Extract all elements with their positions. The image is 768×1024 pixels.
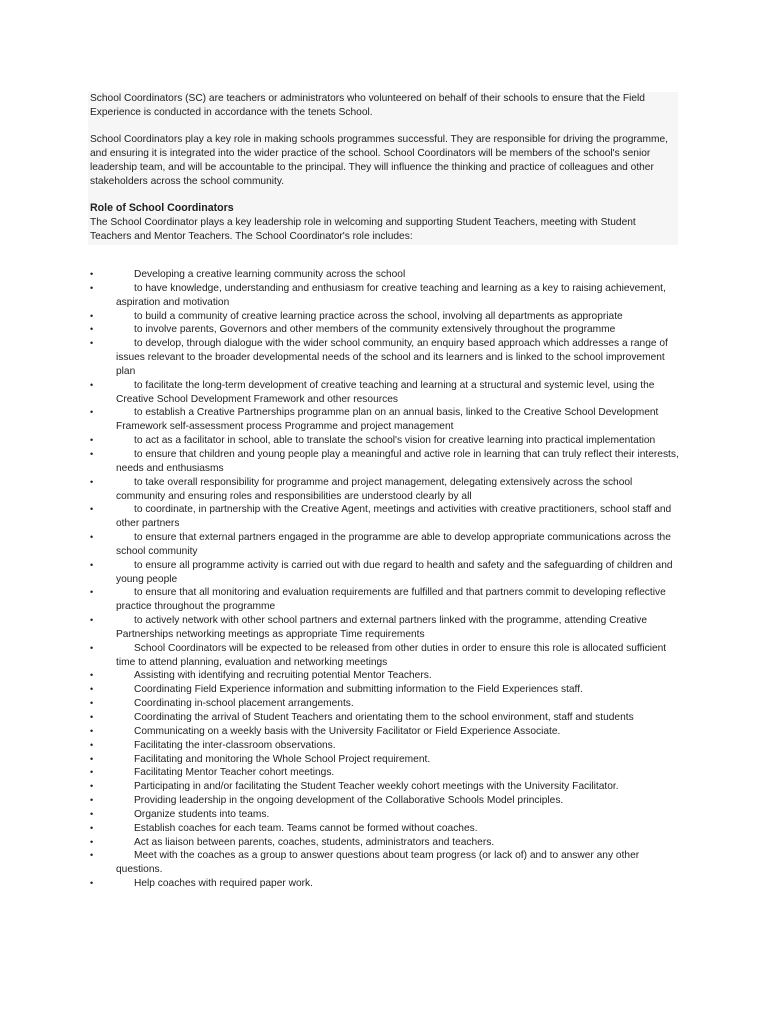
list-item-text: to ensure all programme activity is carried out with due regard to health and safety and the safeguarding of children and young people [116, 559, 673, 585]
list-item-text: to ensure that children and young people play a meaningful and active role in learning that can truly reflect their interests, needs and enthusiasms [116, 448, 679, 474]
bullet-icon: • [90, 310, 94, 321]
section-heading: Role of School Coordinators [90, 202, 234, 215]
list-item [90, 531, 682, 559]
bullet-icon: • [90, 739, 94, 750]
list-item [90, 697, 682, 711]
list-item [90, 406, 682, 434]
bullet-icon: • [90, 781, 94, 792]
intro-paragraph-1: School Coordinators (SC) are teachers or administrators who volunteered on behalf of their schools to ensure that the Field Experience is conducted in accordance with the tenets School. [90, 93, 645, 118]
bullet-icon: • [90, 504, 94, 515]
list-item [90, 282, 682, 310]
list-item [90, 725, 682, 739]
list-item [90, 337, 682, 379]
bullet-icon: • [90, 435, 94, 446]
bullet-icon: • [90, 878, 94, 889]
list-item [90, 794, 682, 808]
list-item-text: to take overall responsibility for programme and project management, delegating extensively across the school community and ensuring roles and responsibilities are understood clearly by all [116, 476, 633, 502]
bullet-icon: • [90, 712, 94, 722]
bullet-icon: • [90, 850, 94, 861]
list-item [90, 753, 682, 767]
list-item [90, 310, 682, 324]
bullet-icon: • [90, 795, 94, 806]
bullet-icon: • [90, 642, 94, 653]
bullet-icon: • [90, 448, 94, 459]
list-item [90, 614, 682, 642]
intro-paragraph-3: The School Coordinator plays a key leadership role in welcoming and supporting Student Teachers, meeting with Student Teachers and Mentor Teachers. The School Coordinator's role includes: [90, 216, 636, 242]
list-item [90, 448, 682, 476]
list-item [90, 711, 682, 725]
list-item-text: to have knowledge, understanding and enthusiasm for creative teaching and learning as a key to raising achievement, aspiration and motivation [116, 282, 666, 308]
list-item-text: Act as liaison between parents, coaches, students, administrators and teachers. [134, 836, 495, 848]
list-item-text: Assisting with identifying and recruiting potential Mentor Teachers. [134, 670, 432, 682]
bullet-icon: • [90, 407, 94, 418]
list-item [90, 739, 682, 753]
intro-section [88, 92, 678, 245]
list-item [90, 323, 682, 337]
list-item [90, 559, 682, 587]
bullet-icon: • [90, 684, 94, 695]
bullet-icon: • [90, 808, 94, 819]
list-item-text: to ensure that all monitoring and evaluation requirements are fulfilled and that partners commit to developing reflective practice throughout the programme [116, 587, 666, 613]
list-item-text: Developing a creative learning community across the school [134, 269, 406, 280]
bullet-icon: • [90, 559, 94, 570]
list-item-text: Coordinating in-school placement arrangements. [134, 698, 354, 710]
bullet-icon: • [90, 587, 94, 598]
list-item [90, 503, 682, 531]
bullet-icon: • [90, 753, 94, 764]
list-item-text: to facilitate the long-term development of creative teaching and learning at a structural and systemic level, using the Creative School Development Framework and other resources [116, 379, 655, 405]
bullet-icon: • [90, 532, 94, 543]
list-item [90, 379, 682, 407]
bullet-icon: • [90, 476, 94, 487]
list-item-text: to establish a Creative Partnerships programme plan on an annual basis, linked to the Creative School Development Framework self-assessment process Programme and project management [116, 407, 659, 433]
bullet-icon: • [90, 282, 94, 293]
bullet-icon: • [90, 338, 94, 349]
list-item-text: to involve parents, Governors and other members of the community extensively throughout the programme [134, 324, 616, 336]
list-item-text: to develop, through dialogue with the wider school community, an enquiry based approach which addresses a range of issues relevant to the broader developmental needs of the school and its learners and is linked to the school improvement plan [116, 338, 668, 377]
list-item [90, 836, 682, 850]
list-item-text: Coordinating the arrival of Student Teachers and orientating them to the school environment, staff and students [134, 712, 634, 723]
list-item-text: Facilitating and monitoring the Whole School Project requirement. [134, 753, 431, 765]
list-item-text: to coordinate, in partnership with the Creative Agent, meetings and activities with creative practitioners, school staff and other partners [116, 504, 672, 530]
bullet-icon: • [90, 698, 94, 709]
list-item [90, 877, 682, 891]
intro-paragraph-2: School Coordinators play a key role in making schools programmes successful. They are responsible for driving the programme, and ensuring it is integrated into the wider practice of the school. School Coordinators will be members of the school's senior leadership team, and will be accountable to the principal. They will influence the thinking and practice of colleagues and other stakeholders across the school community. [90, 134, 668, 187]
list-item [90, 586, 682, 614]
list-item-text: Facilitating Mentor Teacher cohort meetings. [134, 767, 335, 779]
list-item-text: to build a community of creative learning practice across the school, involving all departments as appropriate [134, 310, 623, 322]
bullet-icon: • [90, 767, 94, 778]
list-item [90, 849, 682, 877]
list-item-text: School Coordinators will be expected to be released from other duties in order to ensure this role is allocated sufficient time to attend planning, evaluation and networking meetings [116, 642, 667, 668]
list-item [90, 669, 682, 683]
bullet-icon: • [90, 836, 94, 847]
list-item [90, 683, 682, 697]
bullet-icon: • [90, 615, 94, 626]
list-item-text: Help coaches with required paper work. [134, 878, 313, 890]
list-item [90, 642, 682, 670]
list-item-text: to actively network with other school partners and external partners linked with the programme, attending Creative Partnerships networking meetings as appropriate Time requirements [116, 615, 648, 640]
list-item [90, 268, 682, 282]
bullet-icon: • [90, 725, 94, 736]
list-item [90, 476, 682, 504]
list-item-text: to ensure that external partners engaged in the programme are able to develop appropriate communications across the school community [116, 532, 671, 557]
bullet-icon: • [90, 822, 94, 833]
bullet-icon: • [90, 324, 94, 335]
list-item [90, 780, 682, 794]
list-item-text: Coordinating Field Experience information and submitting information to the Field Experiences staff. [134, 684, 583, 696]
bullet-icon: • [90, 269, 94, 279]
list-item [90, 822, 682, 836]
list-item-text: Communicating on a weekly basis with the University Facilitator or Field Experience Associate. [134, 725, 561, 737]
list-item-text: Participating in and/or facilitating the Student Teacher weekly cohort meetings with the University Facilitator. [134, 781, 619, 793]
list-item-text: Organize students into teams. [134, 808, 270, 820]
bullet-icon: • [90, 670, 94, 681]
list-item-text: Establish coaches for each team. Teams cannot be formed without coaches. [134, 822, 478, 834]
list-item-text: Facilitating the inter-classroom observations. [134, 739, 336, 751]
list-item-text: Meet with the coaches as a group to answer questions about team progress (or lack of) and to answer any other questions. [116, 850, 640, 876]
bullet-icon: • [90, 379, 94, 390]
list-item [90, 434, 682, 448]
list-item-text: Providing leadership in the ongoing development of the Collaborative Schools Model principles. [134, 795, 564, 807]
list-item-text: to act as a facilitator in school, able to translate the school's vision for creative learning into practical implementation [134, 435, 656, 447]
role-bullet-list [90, 268, 682, 891]
list-item [90, 766, 682, 780]
list-item [90, 808, 682, 822]
